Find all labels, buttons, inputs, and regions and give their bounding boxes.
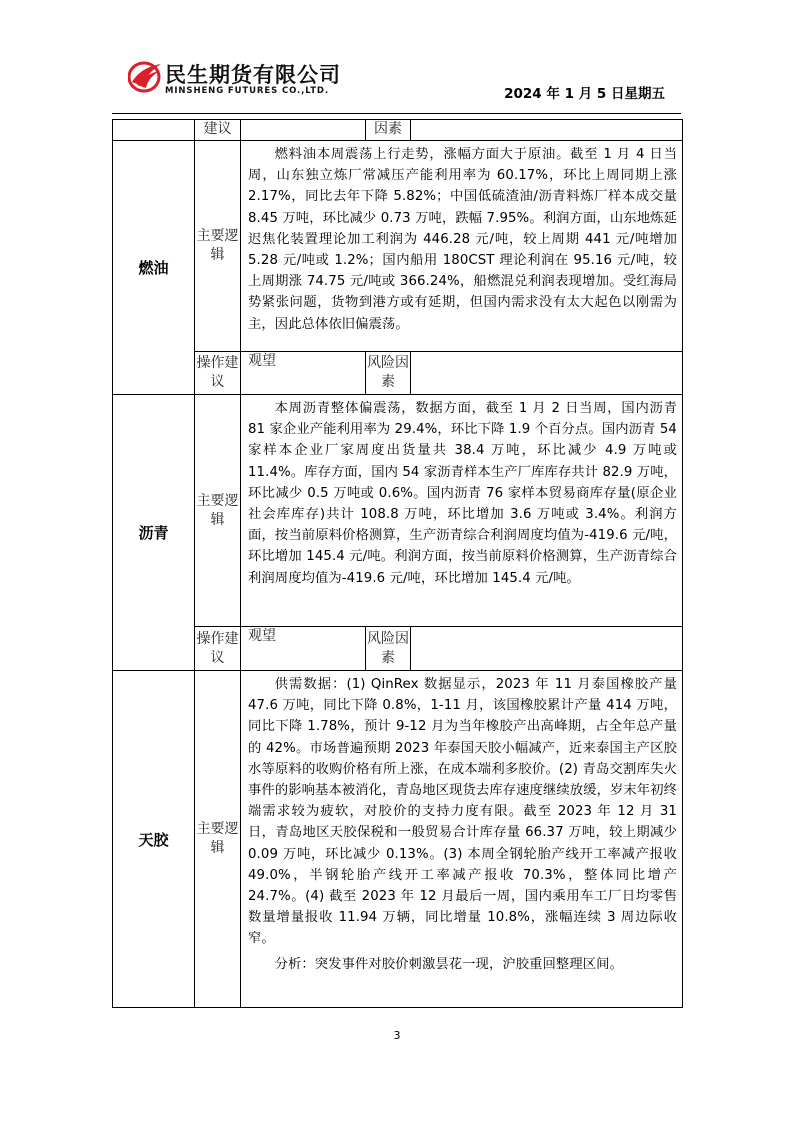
table-row-asphalt-logic bbox=[113, 395, 683, 627]
advice-value: 观望 bbox=[241, 627, 366, 671]
category-fuel-oil: 燃油 bbox=[113, 141, 195, 395]
report-date: 2024 年 1 月 5 日星期五 bbox=[504, 86, 665, 102]
logic-label: 主要逻辑 bbox=[195, 395, 241, 627]
risk-label: 风险因素 bbox=[366, 627, 411, 671]
table-row-fuel-advice bbox=[113, 352, 683, 395]
empty-cell bbox=[411, 120, 683, 141]
advice-label: 操作建议 bbox=[195, 627, 241, 671]
table-row-rubber-logic bbox=[113, 671, 683, 1008]
logic-text-fuel-oil bbox=[241, 141, 683, 352]
risk-value bbox=[411, 352, 683, 395]
logic-paragraph: 燃料油本周震荡上行走势，涨幅方面大于原油。截至 1 月 4 日当周，山东独立炼厂常减压产能利用率为 60.17%，环比上周同期上涨 2.17%，同比去年下降 5.82%；中国低硫渣油/沥青料炼厂样本成交量 8.45 万吨，环比减少 0.73 万吨，跌幅 7.95%。利润方面，山东地炼延迟焦化装置理论加工利润为 446.28 元/吨，较上周期 441 元/吨增加 5.28 元/吨或 1.2%；国内船用 180CST 理论利润在 95.16 元/吨，较上周期涨 74.75 元/吨或 366.24%，船燃混兑利润表现增加。受红海局势紧张问题，货物到港方或有延期，但国内需求没有太大起色以刚需为主，因此总体依旧偏震荡。 bbox=[248, 147, 677, 332]
minsheng-logo-icon bbox=[128, 58, 162, 94]
logic-text-natural-rubber bbox=[241, 671, 683, 1008]
logic-paragraph: 本周沥青整体偏震荡，数据方面，截至 1 月 2 日当周，国内沥青 81 家企业产能利用率为 29.4%，环比下降 1.9 个百分点。国内沥青 54 家样本企业厂家周度出货量共 38.4 万吨，环比减少 4.9 万吨或 11.4%。库存方面，国内 54 家沥青样本生产厂库库存共计 82.9 万吨，环比减少 0.5 万吨或 0.6%。国内沥青 76 家样本贸易商库存量(原企业社会库库存)共计 108.8 万吨，环比增加 3.6 万吨或 3.4%。利润方面，按当前原料价格测算，生产沥青综合利润周度均值为-419.6 元/吨，环比增加 145.4 元/吨。利润方面，按当前原料价格测算，生产沥青综合利润周度均值为-419.6 元/吨，环比增加 145.4 元/吨。 bbox=[248, 401, 677, 586]
logic-paragraph: 供需数据：(1) QinRex 数据显示，2023 年 11 月泰国橡胶产量 47.6 万吨，同比下降 0.8%，1-11 月，该国橡胶累计产量 414 万吨，同比下降 1.78%，预计 9-12 月为当年橡胶产出高峰期，占全年总产量的 42%。市场普遍预期 2023 年泰国天胶小幅减产，近来泰国主产区胶水等原料的收购价格有所上涨，在成本端利多胶价。(2) 青岛交割库失火事件的影响基本被消化，青岛地区现货去库存速度继续放缓，岁末年初终端需求较为疲软，对胶价的支持力度有限。截至 2023 年 12 月 31 日，青岛地区天胶保税和一般贸易合计库存量 66.37 万吨，较上期减少 0.09 万吨，环比减少 0.13%。(3) 本周全钢轮胎产线开工率减产报收 49.0%，半钢轮胎产线开工率减产报收 70.3%，整体同比增产 24.7%。(4) 截至 2023 年 12 月最后一周，国内乘用车工厂日均零售数量增量报收 11.94 万辆，同比增量 10.8%，涨幅连续 3 周边际收窄。 bbox=[248, 677, 677, 947]
category-asphalt: 沥青 bbox=[113, 395, 195, 671]
empty-cell bbox=[241, 120, 366, 141]
advice-label: 建议 bbox=[195, 120, 241, 141]
risk-value bbox=[411, 627, 683, 671]
logic-label: 主要逻辑 bbox=[195, 141, 241, 352]
header-divider bbox=[112, 113, 681, 114]
table-row-top bbox=[113, 120, 683, 141]
company-logo bbox=[128, 58, 368, 102]
company-name-cn: 民生期货有限公司 bbox=[165, 63, 341, 87]
advice-value: 观望 bbox=[241, 352, 366, 395]
advice-label: 操作建议 bbox=[195, 352, 241, 395]
table-row-fuel-logic bbox=[113, 141, 683, 352]
analysis-paragraph: 分析：突发事件对胶价刺激昙花一现，沪胶重回整理区间。 bbox=[274, 956, 623, 972]
logic-text-asphalt bbox=[241, 395, 683, 627]
empty-cell bbox=[113, 120, 195, 141]
page-number: 3 bbox=[393, 1029, 401, 1042]
category-natural-rubber: 天胶 bbox=[113, 671, 195, 1008]
risk-label: 因素 bbox=[366, 120, 411, 141]
logic-label: 主要逻辑 bbox=[195, 671, 241, 1008]
commodity-table bbox=[112, 119, 683, 1008]
company-name-en: MINSHENG FUTURES CO.,LTD. bbox=[165, 86, 329, 96]
table-row-asphalt-advice bbox=[113, 627, 683, 671]
risk-label: 风险因素 bbox=[366, 352, 411, 395]
